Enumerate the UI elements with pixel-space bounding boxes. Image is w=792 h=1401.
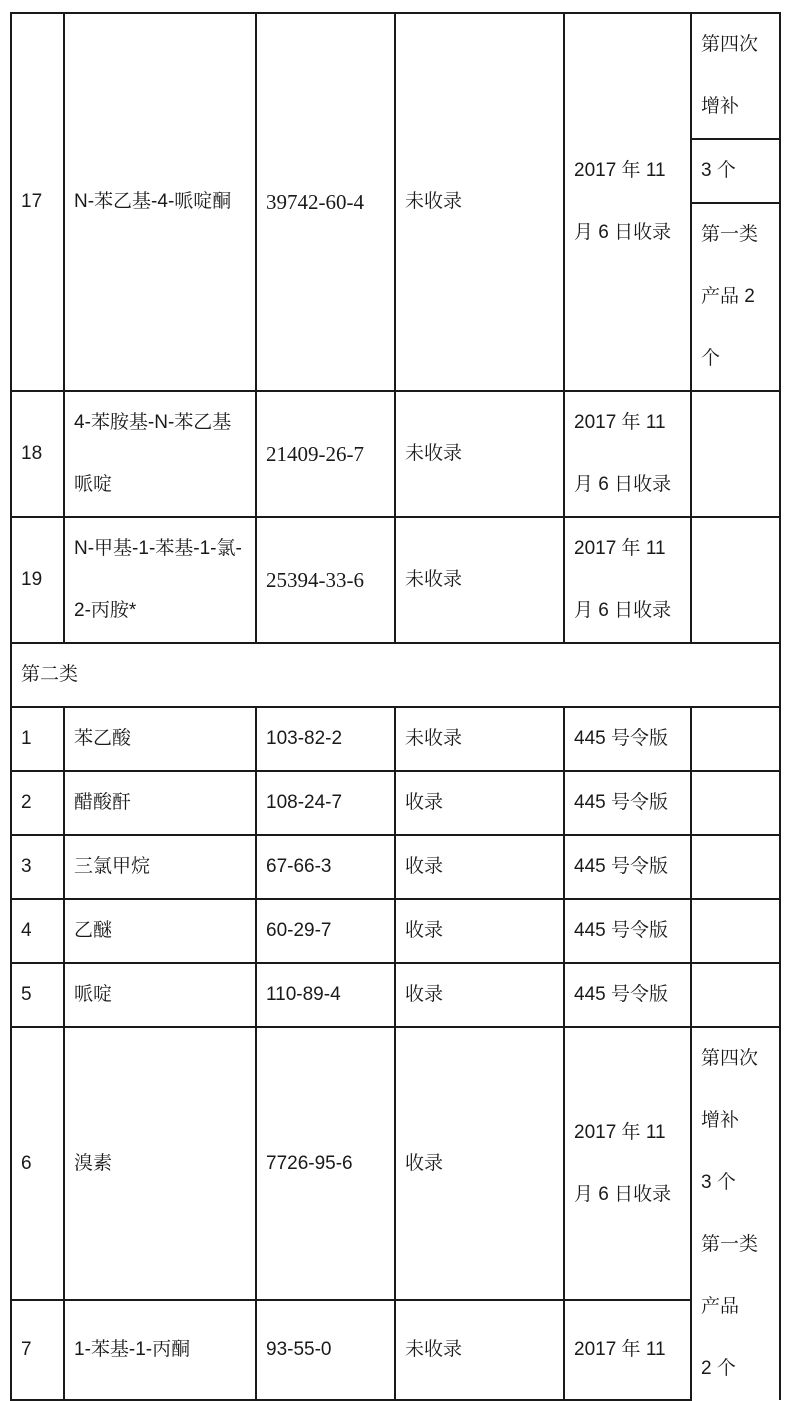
chemical-name: 1-苯基-1-丙酮	[64, 1300, 256, 1400]
chemical-name: 三氯甲烷	[64, 835, 256, 899]
row-number: 19	[11, 517, 64, 643]
cas-number: 21409-26-7	[256, 391, 395, 517]
note-cell: 第四次增补	[691, 13, 780, 139]
inclusion-date: 445 号令版	[564, 899, 691, 963]
chemical-name: 乙醚	[64, 899, 256, 963]
inclusion-date: 2017 年 11 月 6 日收录	[564, 391, 691, 517]
row-number: 6	[11, 1027, 64, 1300]
inclusion-date: 2017 年 11 月 6 日收录	[564, 517, 691, 643]
row-number: 3	[11, 835, 64, 899]
row-number: 17	[11, 13, 64, 391]
inclusion-date: 445 号令版	[564, 707, 691, 771]
note-line: 3 个	[701, 1172, 736, 1193]
row-number: 1	[11, 707, 64, 771]
chemical-name: 醋酸酐	[64, 771, 256, 835]
cas-number: 39742-60-4	[256, 13, 395, 391]
row-number: 5	[11, 963, 64, 1027]
table-row	[11, 899, 780, 963]
note-cell	[691, 899, 780, 963]
row-number: 7	[11, 1300, 64, 1400]
cas-number: 110-89-4	[256, 963, 395, 1027]
table-row	[11, 13, 780, 139]
cas-number: 103-82-2	[256, 707, 395, 771]
inclusion-status: 收录	[395, 835, 564, 899]
section-title: 第二类	[11, 643, 780, 707]
note-cell	[691, 1027, 780, 1400]
chemical-name: 苯乙酸	[64, 707, 256, 771]
inclusion-status: 收录	[395, 771, 564, 835]
section-header-row	[11, 643, 780, 707]
chemical-name: N-苯乙基-4-哌啶酮	[64, 13, 256, 391]
row-number: 4	[11, 899, 64, 963]
table-row	[11, 963, 780, 1027]
inclusion-date: 445 号令版	[564, 963, 691, 1027]
inclusion-status: 未收录	[395, 1300, 564, 1400]
cas-number: 25394-33-6	[256, 517, 395, 643]
cas-number: 93-55-0	[256, 1300, 395, 1400]
note-cell	[691, 707, 780, 771]
chemical-name: 哌啶	[64, 963, 256, 1027]
inclusion-status: 收录	[395, 1027, 564, 1300]
table-row	[11, 1300, 780, 1400]
note-cell	[691, 517, 780, 643]
table-row	[11, 517, 780, 643]
inclusion-date: 445 号令版	[564, 835, 691, 899]
table-row	[11, 391, 780, 517]
table-row	[11, 707, 780, 771]
inclusion-date: 2017 年 11 月 6 日收录	[564, 13, 691, 391]
inclusion-status: 未收录	[395, 517, 564, 643]
note-cell: 3 个	[691, 139, 780, 203]
note-line: 第一类产品	[701, 1234, 759, 1317]
cas-number: 108-24-7	[256, 771, 395, 835]
chemical-name: N-甲基-1-苯基-1-氯-2-丙胺*	[64, 517, 256, 643]
inclusion-date: 2017 年 11 月 6 日收录	[564, 1027, 691, 1300]
chemical-table	[10, 12, 781, 1401]
note-line: 第四次增补	[701, 1048, 759, 1131]
row-number: 18	[11, 391, 64, 517]
cas-number: 60-29-7	[256, 899, 395, 963]
table-row	[11, 771, 780, 835]
note-cell	[691, 963, 780, 1027]
inclusion-status: 未收录	[395, 13, 564, 391]
cas-number: 7726-95-6	[256, 1027, 395, 1300]
inclusion-status: 收录	[395, 899, 564, 963]
note-line: 2 个	[701, 1358, 736, 1379]
inclusion-status: 未收录	[395, 391, 564, 517]
table-row	[11, 1027, 780, 1300]
inclusion-date: 445 号令版	[564, 771, 691, 835]
table-row	[11, 835, 780, 899]
inclusion-status: 收录	[395, 963, 564, 1027]
chemical-name: 溴素	[64, 1027, 256, 1300]
inclusion-status: 未收录	[395, 707, 564, 771]
cas-number: 67-66-3	[256, 835, 395, 899]
note-cell	[691, 835, 780, 899]
note-cell	[691, 771, 780, 835]
row-number: 2	[11, 771, 64, 835]
note-cell: 第一类产品 2 个	[691, 203, 780, 391]
chemical-name: 4-苯胺基-N-苯乙基哌啶	[64, 391, 256, 517]
inclusion-date: 2017 年 11	[564, 1300, 691, 1400]
note-cell	[691, 391, 780, 517]
